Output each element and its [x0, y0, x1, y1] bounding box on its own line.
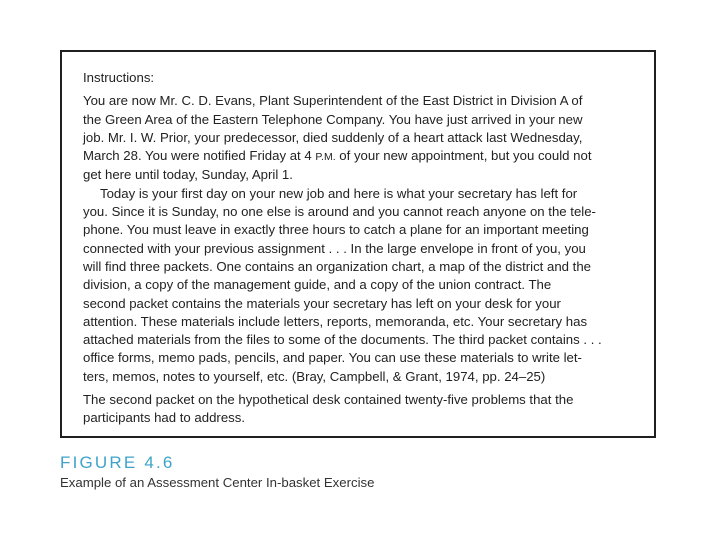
text-line: The second packet on the hypothetical desk contained twenty-five problems that the	[83, 392, 574, 408]
text-line: office forms, memo pads, pencils, and paper. You can use these materials to write let-	[83, 350, 582, 366]
text-line: job. Mr. I. W. Prior, your predecessor, died suddenly of a heart attack last Wednesday,	[83, 129, 583, 145]
figure-caption: Example of an Assessment Center In-basket Exercise	[60, 475, 375, 490]
text-line: phone. You must leave in exactly three hours to catch a plane for an important meeting	[83, 222, 589, 238]
text-line: the Green Area of the Eastern Telephone Company. You have just arrived in your new	[83, 111, 583, 127]
instructions-text	[83, 69, 647, 428]
text-line: Today is your first day on your new job and here is what your secretary has left for	[100, 185, 578, 201]
pm-abbreviation: P.M.	[315, 151, 336, 164]
text-span: of your new appointment, but you could not	[335, 148, 592, 164]
in-basket-instructions-box	[60, 50, 656, 438]
text-line: You are now Mr. C. D. Evans, Plant Superintendent of the East District in Division A of	[83, 93, 583, 109]
text-line: attention. These materials include letters, reports, memoranda, etc. Your secretary has	[83, 313, 588, 329]
paragraph-2	[83, 185, 647, 386]
text-line	[83, 147, 647, 166]
text-span: March 28. You were notified Friday at 4	[83, 148, 316, 164]
paragraph-1	[83, 92, 647, 184]
text-line: connected with your previous assignment . . . In the large envelope in front of you, you	[83, 240, 586, 256]
text-line: ters, memos, notes to yourself, etc. (Bray, Campbell, & Grant, 1974, pp. 24–25)	[83, 368, 546, 384]
text-line: participants had to address.	[83, 410, 246, 426]
paragraph-3	[83, 391, 647, 428]
figure-title: FIGURE 4.6	[60, 453, 175, 472]
text-line: will find three packets. One contains an organization chart, a map of the district and the	[83, 258, 592, 274]
text-line: you. Since it is Sunday, no one else is around and you cannot reach anyone on the tele-	[83, 204, 596, 220]
instructions-heading: Instructions:	[83, 70, 155, 85]
text-line: attached materials from the files to some of the documents. The third packet contains . . .	[83, 332, 602, 348]
text-line: get here until today, Sunday, April 1.	[83, 167, 293, 183]
text-line: division, a copy of the management guide, and a copy of the union contract. The	[83, 277, 552, 293]
text-line: second packet contains the materials your secretary has left on your desk for your	[83, 295, 561, 311]
